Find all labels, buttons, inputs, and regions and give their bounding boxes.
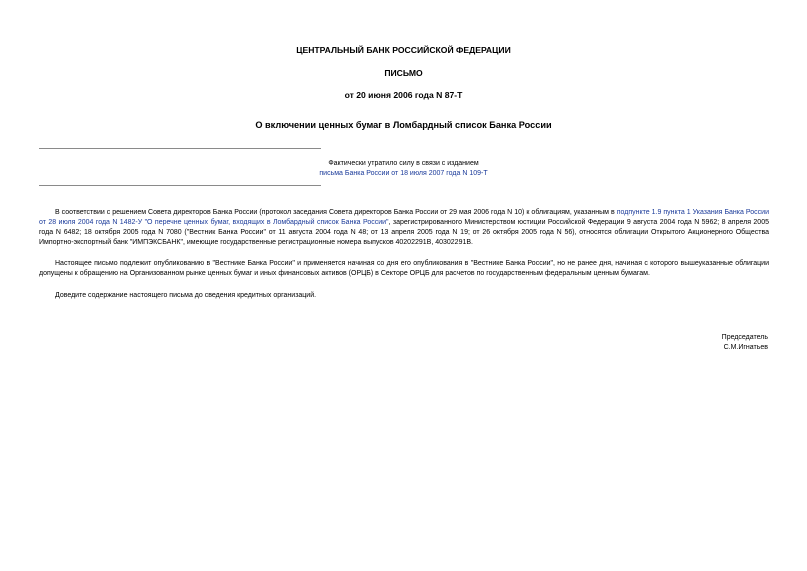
paragraph-3: Доведите содержание настоящего письма до сведения кредитных организаций. [55, 292, 317, 299]
status-note-text: Фактически утратило силу в связи с изданием [328, 160, 479, 167]
signature-title: Председатель [721, 334, 768, 341]
document-date-number: от 20 июня 2006 года N 87-Т [344, 90, 463, 100]
document-type: ПИСЬМО [384, 68, 423, 78]
document-subject: О включении ценных бумаг в Ломбардный список Банка России [255, 120, 552, 130]
paragraph-1-link[interactable]: подпункте 1.9 пункта 1 Указания Банка России от 28 июля 2004 года N 1482-У "О перечне ценных бумаг, входящих в Ломбардный список Банка России" [39, 209, 769, 226]
status-note-link[interactable]: письма Банка России от 18 июля 2007 года N 109-Т [319, 170, 488, 177]
divider-top [39, 148, 321, 149]
paragraph-2: Настоящее письмо подлежит опубликованию в "Вестнике Банка России" и применяется начиная со дня его опубликования в "Вестнике Банка России", но не ранее дня, начиная с которого вышеуказанные облигации допущены к обращению на Организованном рынке ценных бумаг и иных финансовых активов (ОРЦБ) в Секторе ОРЦБ для расчетов по государственным федеральным ценным бумагам. [39, 260, 769, 277]
signature-block [568, 333, 768, 353]
organization-title: ЦЕНТРАЛЬНЫЙ БАНК РОССИЙСКОЙ ФЕДЕРАЦИИ [296, 45, 511, 55]
divider-bottom [39, 185, 321, 186]
paragraph-1-text-start: В соответствии с решением Совета директоров Банка России (протокол заседания Совета директоров Банка России от 29 мая 2006 года N 10) к облигациям, указанным в [55, 209, 617, 216]
paragraph-1-text-end: , зарегистрированного Министерством юстиции Российской Федерации 9 августа 2004 года N 5962; 8 апреля 2005 года N 6482; 18 октября 2005 года N 7080 ("Вестник Банка России" от 11 августа 2004 года N 48; от 13 апреля 2005 года N 19; от 26 октября 2005 года N 56), относятся облигации Открытого Акционерного Общества Импортно-экспортный банк "ИМПЭКСБАНК", имеющие государственные регистрационные номера выпусков 40202291В, 40302291В. [39, 219, 769, 246]
paragraph-1 [39, 208, 769, 248]
status-note [0, 159, 807, 179]
signature-name: С.М.Игнатьев [723, 344, 768, 351]
